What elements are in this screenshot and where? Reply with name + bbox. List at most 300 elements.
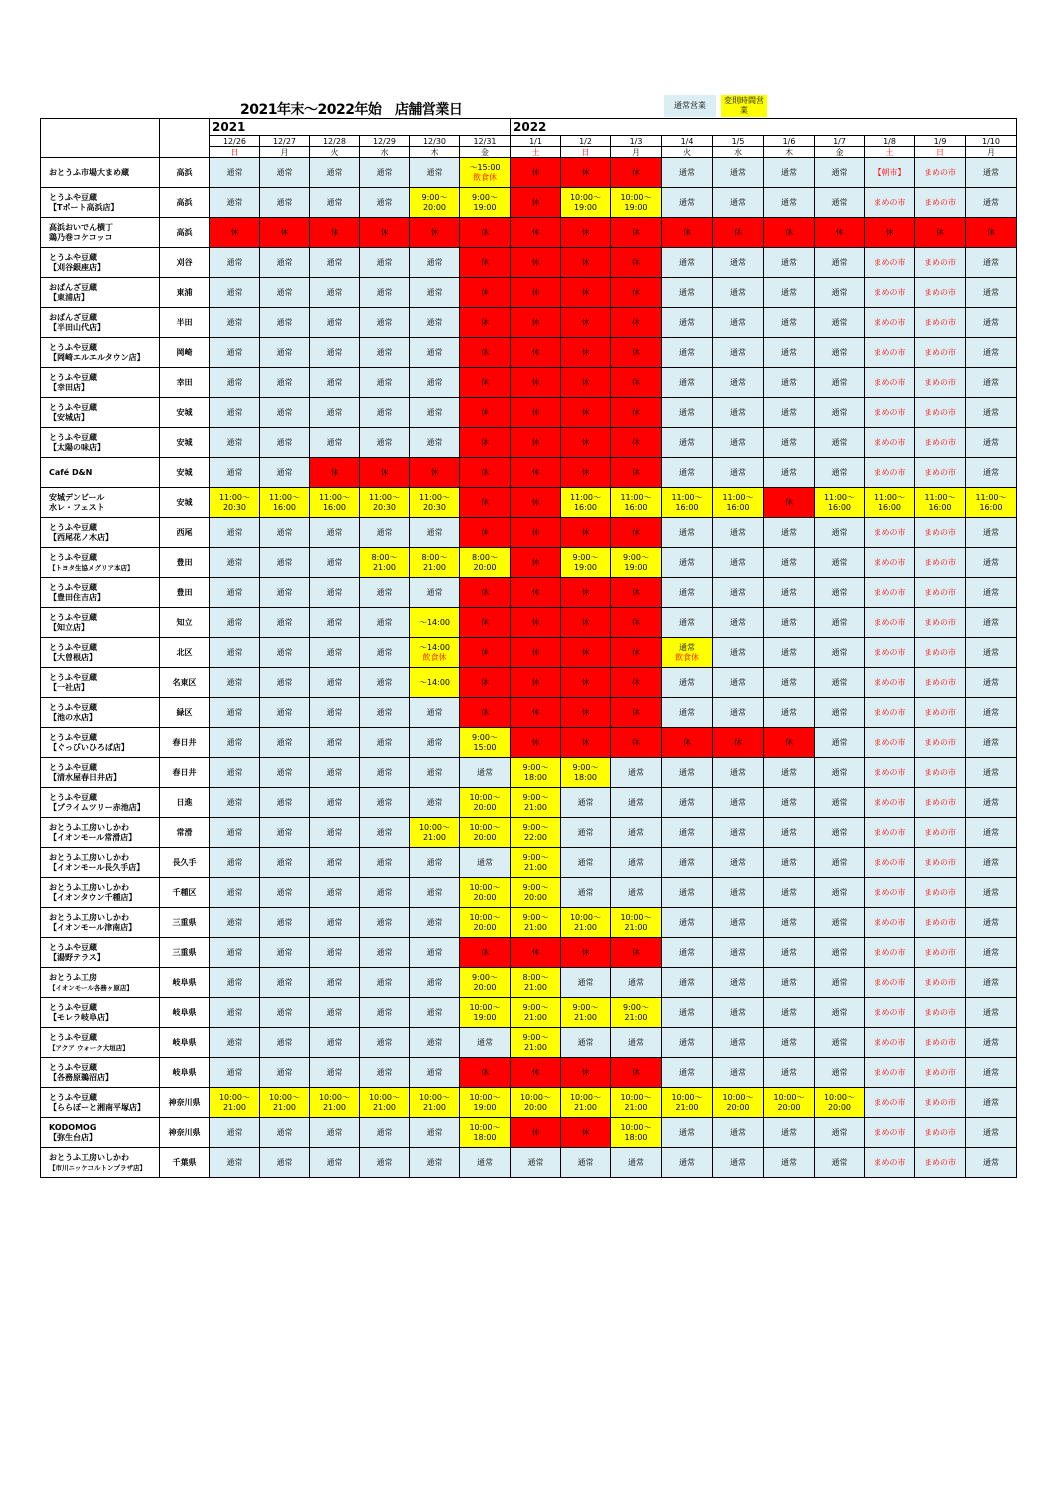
schedule-cell [713,338,764,368]
schedule-cell [713,548,764,578]
cell-text: まめの市 [924,857,956,867]
schedule-cell [260,878,310,908]
cell-text: 通常 [426,917,443,927]
weekday-header: 土 [511,147,561,158]
cell-text: 通常 [781,1067,797,1077]
schedule-cell [611,368,662,398]
cell-text: 通常 [426,887,443,897]
cell-text: 通常 [426,167,443,177]
store-area: 幸田 [160,368,210,398]
cell-text: 8:00～ [472,552,498,562]
cell-text: まめの市 [873,677,906,687]
cell-text: 飲食休 [675,652,699,662]
cell-text: 休 [481,407,489,417]
schedule-cell [360,638,410,668]
cell-text: 通常 [276,317,293,327]
store-row [41,458,1017,488]
cell-text: 休 [481,527,489,537]
schedule-cell [260,998,310,1028]
store-area: 刈谷 [160,248,210,278]
cell-text: 休 [581,317,590,327]
cell-text: まめの市 [873,797,906,807]
cell-text: 9:00～ [421,192,448,202]
cell-text: 通常 [831,527,848,537]
cell-text: まめの市 [924,737,956,747]
cell-text: 通常 [276,617,293,627]
store-row [41,308,1017,338]
cell-text: 10:00～ [469,1092,501,1102]
schedule-cell [210,188,260,218]
cell-text: 通常 [679,642,695,652]
cell-text: 20:00 [473,832,497,842]
schedule-cell [260,968,310,998]
cell-text: 19:00 [473,202,497,212]
schedule-cell [310,788,360,818]
schedule-cell [460,218,511,248]
cell-text: 通常 [983,167,999,177]
schedule-cell [511,998,561,1028]
schedule-cell [764,398,815,428]
cell-text: 20:00 [473,982,497,992]
cell-text: まめの市 [873,887,906,897]
store-area: 東浦 [160,278,210,308]
schedule-cell [611,638,662,668]
schedule-cell [210,968,260,998]
store-row [41,848,1017,878]
cell-text: 通常 [226,797,243,807]
schedule-cell [713,218,764,248]
store-area: 岡崎 [160,338,210,368]
schedule-cell [865,758,915,788]
schedule-cell [511,398,561,428]
schedule-cell [662,1118,713,1148]
cell-text: 通常 [679,377,695,387]
schedule-cell [764,338,815,368]
store-name [41,1148,160,1178]
store-row [41,668,1017,698]
schedule-cell [611,1088,662,1118]
cell-text: 19:00 [573,202,598,212]
schedule-cell [310,518,360,548]
cell-text: まめの市 [924,197,956,207]
weekday-header: 水 [360,147,410,158]
cell-text: まめの市 [873,647,906,657]
cell-text: 通常 [983,827,999,837]
schedule-cell [210,938,260,968]
store-name [41,1118,160,1148]
weekday-header: 木 [764,147,815,158]
schedule-cell [310,998,360,1028]
schedule-cell [611,758,662,788]
schedule-cell [511,278,561,308]
schedule-cell [410,758,460,788]
cell-text: 16:00 [827,502,852,512]
schedule-cell [210,818,260,848]
store-name-line: 【清水屋春日井店】 [49,772,121,782]
cell-text: 11:00～ [975,492,1007,502]
schedule-cell [260,518,310,548]
cell-text: 通常 [679,407,695,417]
cell-text: まめの市 [924,797,956,807]
schedule-cell [815,428,865,458]
schedule-cell [662,398,713,428]
schedule-cell [460,398,511,428]
cell-text: 【朝市】 [873,167,906,177]
schedule-cell [966,1118,1017,1148]
cell-text: 休 [632,317,640,327]
schedule-cell [561,398,611,428]
cell-text: 休 [531,617,540,627]
schedule-cell [511,968,561,998]
cell-text: 通常 [376,917,393,927]
store-name [41,1058,160,1088]
store-area: 安城 [160,488,210,518]
schedule-cell [310,308,360,338]
cell-text: まめの市 [873,737,906,747]
cell-text: 通常 [326,677,343,687]
cell-text: 通常 [326,917,343,927]
schedule-cell [966,158,1017,188]
cell-text: 通常 [376,407,393,417]
cell-text: 通常 [730,197,746,207]
cell-text: 飲食休 [473,172,497,182]
schedule-cell [460,548,511,578]
cell-text: 休 [581,287,590,297]
cell-text: 休 [531,527,540,537]
cell-text: 通常 [226,1157,243,1167]
cell-text: 16:00 [877,502,902,512]
cell-text: まめの市 [924,527,956,537]
schedule-cell [713,398,764,428]
cell-text: 休 [481,347,489,357]
schedule-cell [410,1028,460,1058]
cell-text: 通常 [376,1007,393,1017]
schedule-cell [360,188,410,218]
schedule-cell [865,818,915,848]
schedule-cell [966,518,1017,548]
store-name-line: 【プライムツリー赤池店】 [49,802,145,812]
schedule-cell [561,158,611,188]
date-header: 12/31 [460,136,511,147]
schedule-cell [611,848,662,878]
store-name [41,578,160,608]
cell-text: 通常 [781,1007,797,1017]
cell-text: 通常 [628,857,644,867]
schedule-cell [310,338,360,368]
cell-text: 通常 [577,1037,594,1047]
store-name [41,308,160,338]
cell-text: 通常 [983,647,999,657]
cell-text: 通常 [831,407,848,417]
schedule-cell [410,1088,460,1118]
weekday-header: 月 [611,147,662,158]
date-header: 1/1 [511,136,561,147]
cell-text: 通常 [983,287,999,297]
schedule-cell [410,338,460,368]
schedule-cell [561,518,611,548]
schedule-cell [865,1058,915,1088]
cell-text: 通常 [679,827,695,837]
cell-text: 通常 [276,197,293,207]
schedule-cell [915,458,966,488]
cell-text: 通常 [831,317,848,327]
store-row [41,518,1017,548]
schedule-cell [310,818,360,848]
schedule-cell [611,938,662,968]
cell-text: 10:00～ [519,1092,552,1102]
schedule-cell [511,878,561,908]
schedule-cell [713,368,764,398]
schedule-cell [865,368,915,398]
cell-text: 休 [683,227,691,237]
schedule-cell [662,458,713,488]
cell-text: 通常 [276,1007,293,1017]
schedule-cell [815,368,865,398]
schedule-cell [460,758,511,788]
schedule-cell [310,1028,360,1058]
cell-text: 通常 [831,1067,848,1077]
schedule-cell [310,758,360,788]
schedule-cell [360,248,410,278]
cell-text: 休 [581,737,590,747]
schedule-cell [966,308,1017,338]
schedule-cell [511,188,561,218]
cell-text: 通常 [730,1127,746,1137]
schedule-cell [310,488,360,518]
cell-text: 通常 [477,1157,493,1167]
cell-text: 通常 [983,887,999,897]
schedule-cell [360,848,410,878]
cell-text: 通常 [276,977,293,987]
cell-text: 15:00 [473,742,497,752]
cell-text: 休 [531,407,540,417]
header-blank [41,119,160,158]
schedule-cell [511,638,561,668]
cell-text: 16:00 [979,502,1003,512]
schedule-cell [210,638,260,668]
cell-text: まめの市 [873,827,906,837]
cell-text: 通常 [831,977,848,987]
cell-text: 通常 [679,767,695,777]
cell-text: 通常 [679,677,695,687]
cell-text: 9:00～ [572,1002,599,1012]
weekday-header: 月 [260,147,310,158]
store-row [41,548,1017,578]
date-header: 1/7 [815,136,865,147]
schedule-cell [260,1148,310,1178]
store-name-line: 【幸田店】 [49,382,89,392]
cell-text: 10:00～ [620,192,652,202]
cell-text: 通常 [376,677,393,687]
schedule-cell [511,668,561,698]
schedule-cell [764,848,815,878]
schedule-cell [662,878,713,908]
cell-text: 19:00 [473,1012,497,1022]
schedule-cell [915,728,966,758]
schedule-cell [764,728,815,758]
cell-text: 16:00 [272,502,297,512]
cell-text: 11:00～ [418,492,451,502]
cell-text: 16:00 [675,502,699,512]
schedule-cell [662,728,713,758]
store-area: 常滑 [160,818,210,848]
cell-text: 通常 [527,1157,544,1167]
cell-text: 通常 [983,1037,999,1047]
cell-text: 通常 [781,317,797,327]
schedule-cell [410,218,460,248]
schedule-cell [966,398,1017,428]
store-area: 高浜 [160,188,210,218]
cell-text: 通常 [983,917,999,927]
schedule-cell [865,518,915,548]
cell-text: 通常 [679,1007,695,1017]
schedule-cell [966,488,1017,518]
cell-text: 通常 [831,197,848,207]
schedule-cell [611,218,662,248]
schedule-cell [511,698,561,728]
schedule-cell [260,818,310,848]
schedule-cell [561,1088,611,1118]
cell-text: 19:00 [624,202,648,212]
schedule-cell [713,158,764,188]
cell-text: 20:00 [473,922,497,932]
store-row [41,158,1017,188]
schedule-cell [662,818,713,848]
cell-text: 通常 [730,887,746,897]
cell-text: 通常 [831,377,848,387]
cell-text: 休 [481,587,489,597]
schedule-cell [260,368,310,398]
schedule-cell [662,608,713,638]
store-row [41,578,1017,608]
schedule-cell [966,218,1017,248]
cell-text: 通常 [226,287,243,297]
schedule-cell [561,608,611,638]
cell-text: 通常 [426,797,443,807]
store-area: 岐阜県 [160,968,210,998]
cell-text: 10:00～ [418,1092,451,1102]
cell-text: 休 [835,227,844,237]
cell-text: まめの市 [924,1097,956,1107]
cell-text: 通常 [781,527,797,537]
cell-text: 通常 [226,587,243,597]
schedule-cell [611,428,662,458]
cell-text: 通常 [326,347,343,357]
schedule-cell [210,458,260,488]
cell-text: 通常 [376,1157,393,1167]
schedule-cell [815,938,865,968]
cell-text: 通常 [577,857,594,867]
cell-text: まめの市 [924,977,956,987]
schedule-cell [815,578,865,608]
cell-text: 休 [531,1127,540,1137]
cell-text: 通常 [983,1127,999,1137]
cell-text: まめの市 [873,1127,906,1137]
schedule-cell [662,218,713,248]
cell-text: 休 [632,167,640,177]
schedule-cell [915,908,966,938]
cell-text: 休 [531,557,540,567]
schedule-cell [511,848,561,878]
cell-text: 休 [531,707,540,717]
cell-text: ～15:00 [469,162,501,172]
cell-text: 通常 [376,527,393,537]
cell-text: 休 [632,257,640,267]
schedule-cell [815,638,865,668]
cell-text: 通常 [781,587,797,597]
cell-text: 10:00～ [268,1092,301,1102]
schedule-cell [310,398,360,428]
cell-text: 休 [632,227,640,237]
cell-text: 休 [885,227,894,237]
schedule-cell [210,1148,260,1178]
store-name-line: とうふや豆蔵 [49,1002,97,1012]
store-name-line: 高浜おいでん横丁 [49,222,113,232]
schedule-cell [713,248,764,278]
cell-text: 休 [481,707,489,717]
cell-text: まめの市 [873,977,906,987]
cell-text: まめの市 [924,437,956,447]
schedule-cell [915,1148,966,1178]
store-name [41,188,160,218]
cell-text: 通常 [730,1007,746,1017]
cell-text: 通常 [831,917,848,927]
store-name [41,218,160,248]
cell-text: 休 [531,287,540,297]
cell-text: 休 [531,347,540,357]
store-name [41,518,160,548]
store-name-line: とうふや豆蔵 [49,192,97,202]
cell-text: 通常 [679,437,695,447]
cell-text: 通常 [326,827,343,837]
cell-text: 11:00～ [873,492,906,502]
cell-text: 通常 [679,797,695,807]
cell-text: まめの市 [924,947,956,957]
cell-text: 通常 [781,707,797,717]
schedule-cell [764,428,815,458]
store-name-line: 【ららぽーと湘南平塚店】 [49,1102,145,1112]
cell-text: 通常 [426,767,443,777]
schedule-cell [662,158,713,188]
schedule-cell [611,728,662,758]
cell-text: 通常 [426,257,443,267]
store-name [41,608,160,638]
schedule-cell [561,698,611,728]
weekday-header: 金 [815,147,865,158]
schedule-cell [410,308,460,338]
schedule-cell [460,578,511,608]
cell-text: 通常 [326,377,343,387]
cell-text: 通常 [781,947,797,957]
schedule-cell [815,998,865,1028]
schedule-cell [460,788,511,818]
cell-text: 21:00 [573,922,598,932]
cell-text: まめの市 [924,1037,956,1047]
store-area: 安城 [160,428,210,458]
cell-text: 通常 [226,827,243,837]
store-name-line: とうふや豆蔵 [49,942,97,952]
schedule-cell [611,788,662,818]
cell-text: 21:00 [573,1012,598,1022]
cell-text: 休 [531,737,540,747]
cell-text: まめの市 [873,617,906,627]
store-name [41,728,160,758]
schedule-cell [210,1058,260,1088]
store-name-line: 【大曽根店】 [49,652,97,662]
cell-text: 通常 [679,197,695,207]
cell-text: 通常 [426,977,443,987]
store-row [41,968,1017,998]
